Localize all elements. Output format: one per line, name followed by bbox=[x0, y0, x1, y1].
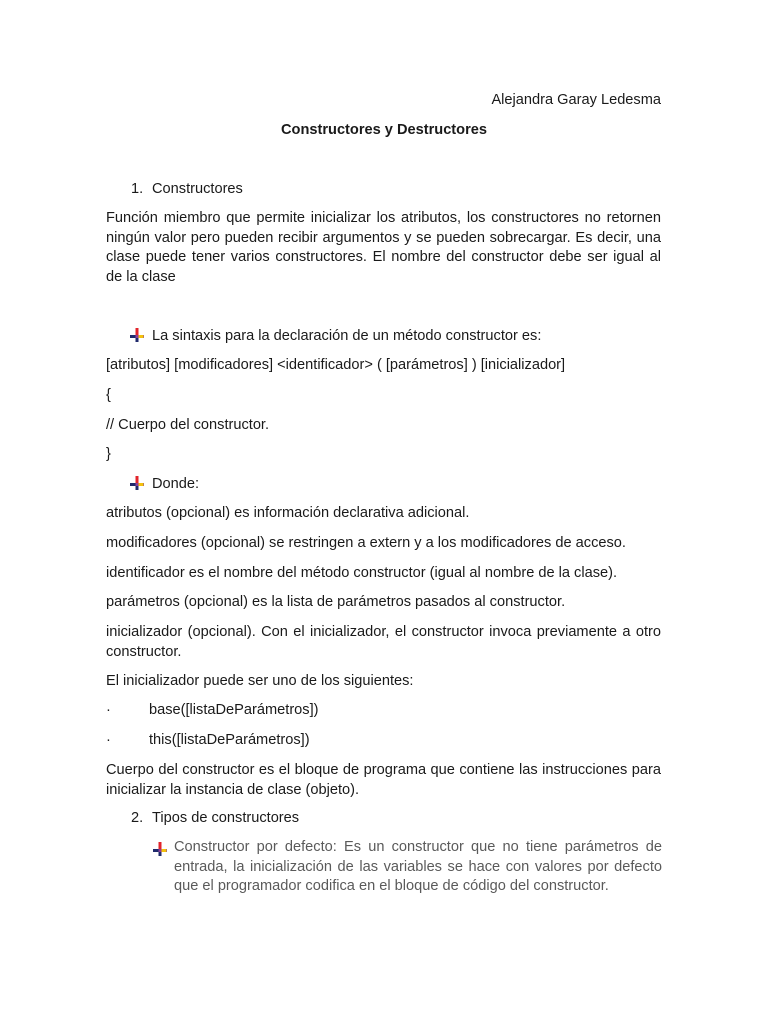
brace-open: { bbox=[106, 387, 111, 403]
default-constructor-bullet bbox=[152, 838, 662, 897]
default-constructor-text: Constructor por defecto: Es un constructor que no tiene parámetros de entrada, la inicialización de las variables se hace con valores por defecto que el programador codifica en el bloque de código del constructor. bbox=[174, 839, 662, 894]
pushpin-bullet-icon bbox=[152, 841, 168, 857]
section-1-number: 1. bbox=[131, 181, 144, 197]
init-option-this bbox=[106, 731, 310, 751]
author-name: Alejandra Garay Ledesma bbox=[491, 92, 661, 108]
list-dot: · bbox=[106, 732, 111, 748]
section-1-heading bbox=[131, 180, 243, 200]
init-intro: El inicializador puede ser uno de los siguientes: bbox=[106, 673, 414, 689]
section-2-heading bbox=[131, 809, 299, 829]
init-option-text: base([listaDeParámetros]) bbox=[149, 702, 319, 718]
pushpin-bullet-icon bbox=[129, 475, 145, 491]
section-2-number: 2. bbox=[131, 810, 144, 826]
def-atributos: atributos (opcional) es información declarativa adicional. bbox=[106, 505, 470, 521]
syntax-line: [atributos] [modificadores] <identificador> ( [parámetros] ) [inicializador] bbox=[106, 357, 566, 373]
pushpin-bullet-icon bbox=[129, 327, 145, 343]
syntax-bullet bbox=[129, 327, 541, 347]
def-parametros: parámetros (opcional) es la lista de parámetros pasados al constructor. bbox=[106, 594, 566, 610]
def-identificador: identificador es el nombre del método constructor (igual al nombre de la clase). bbox=[106, 565, 618, 581]
syntax-bullet-text: La sintaxis para la declaración de un método constructor es: bbox=[152, 328, 542, 344]
body-description: Cuerpo del constructor es el bloque de programa que contiene las instrucciones para inicializar la instancia de clase (objeto). bbox=[106, 762, 661, 798]
init-option-text: this([listaDeParámetros]) bbox=[149, 732, 310, 748]
init-option-base bbox=[106, 701, 319, 721]
constructor-intro-paragraph: Función miembro que permite inicializar los atributos, los constructores no retornen ningún valor pero pueden recibir argumentos y se pueden sobrecargar. Es decir, una clase puede tener varios constructores. El nombre del constructor debe ser igual al de la clase bbox=[106, 210, 661, 285]
section-2-title: Tipos de constructores bbox=[152, 810, 300, 826]
list-dot: · bbox=[106, 702, 111, 718]
donde-bullet bbox=[129, 475, 199, 495]
section-1-title: Constructores bbox=[152, 181, 243, 197]
comment-line: // Cuerpo del constructor. bbox=[106, 417, 270, 433]
def-inicializador: inicializador (opcional). Con el inicializador, el constructor invoca previamente a otro constructor. bbox=[106, 624, 661, 660]
donde-bullet-text: Donde: bbox=[152, 476, 200, 492]
brace-close: } bbox=[106, 446, 111, 462]
def-modificadores: modificadores (opcional) se restringen a extern y a los modificadores de acceso. bbox=[106, 535, 626, 551]
document-title: Constructores y Destructores bbox=[281, 122, 487, 138]
